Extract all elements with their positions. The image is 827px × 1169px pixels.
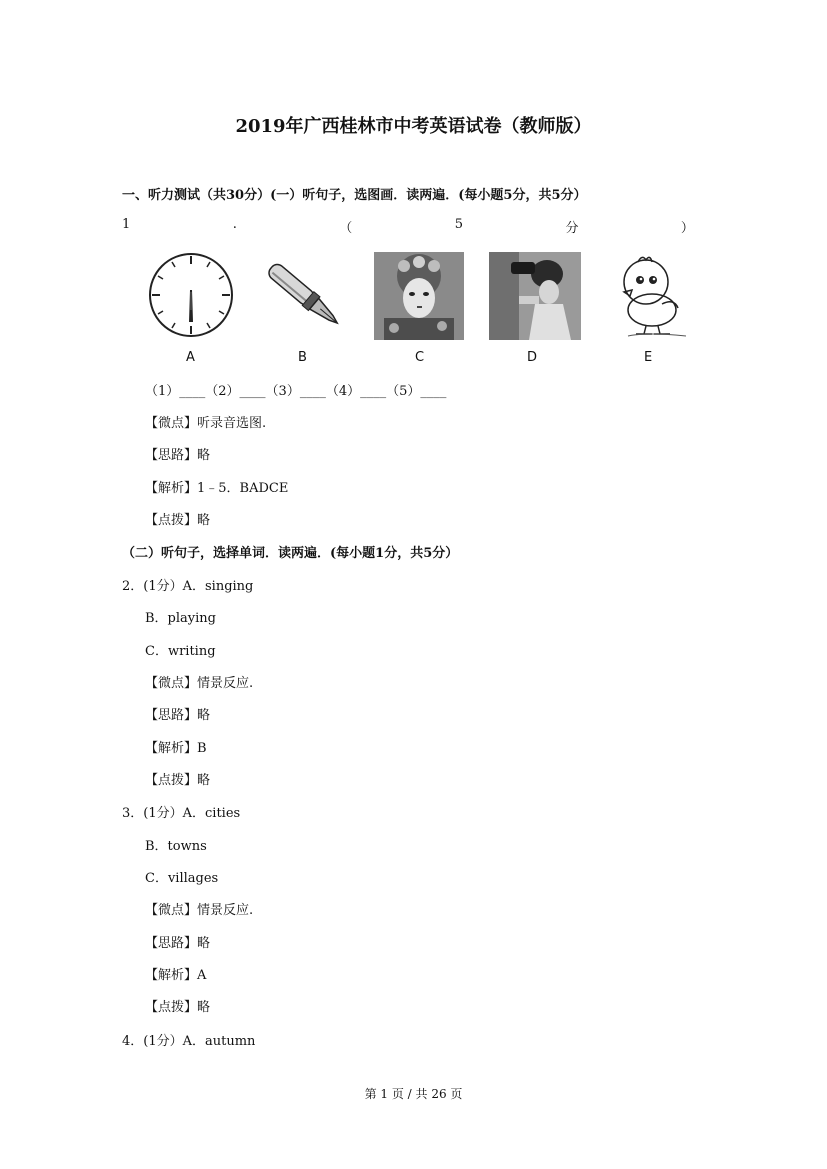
picture-label-c: C xyxy=(415,350,425,365)
question-3-option-b: B．towns xyxy=(145,839,207,854)
question-dot: . xyxy=(232,217,237,232)
score-open: （ xyxy=(339,221,353,236)
page-footer: 第 1 页 / 共 26 页 xyxy=(364,1087,463,1101)
note-point: 【微点】情景反应. xyxy=(145,903,254,918)
pen-icon xyxy=(263,250,347,342)
opera-photo xyxy=(374,252,464,340)
note-idea: 【思路】略 xyxy=(145,708,211,723)
note-idea: 【思路】略 xyxy=(145,448,211,463)
score-value: 5 xyxy=(454,217,464,232)
picture-label-a: A xyxy=(186,350,195,365)
note-tip: 【点拨】略 xyxy=(145,773,211,788)
score-close: ） xyxy=(680,221,694,236)
chick-icon xyxy=(608,252,692,340)
note-analysis: 【解析】B xyxy=(145,741,207,756)
question-number: 1 xyxy=(122,217,131,232)
picture-label-d: D xyxy=(527,350,538,365)
question-2-option-b: B．playing xyxy=(145,611,216,626)
picture-label-e: E xyxy=(644,350,653,365)
question-3-option-c: C．villages xyxy=(145,871,219,886)
question-2-stem: 2．(1分）A．singing xyxy=(122,579,254,594)
picture-label-b: B xyxy=(298,350,307,365)
page-title: 2019年广西桂林市中考英语试卷（教师版） xyxy=(235,116,592,137)
section-heading-words: （二）听句子，选择单词．读两遍．(每小题1分，共5分） xyxy=(122,546,459,561)
note-analysis: 【解析】1﹣5．BADCE xyxy=(145,481,289,496)
answer-blanks: （1）____（2）____（3）____（4）____（5）____ xyxy=(145,384,447,399)
score-unit: 分 xyxy=(565,221,579,236)
note-tip: 【点拨】略 xyxy=(145,513,211,528)
binoculars-photo xyxy=(489,252,581,340)
note-idea: 【思路】略 xyxy=(145,936,211,951)
question-2-option-c: C．writing xyxy=(145,644,216,659)
question-4-stem: 4．(1分）A．autumn xyxy=(122,1034,256,1049)
note-point: 【微点】情景反应. xyxy=(145,676,254,691)
question-3-stem: 3．(1分）A．cities xyxy=(122,806,241,821)
note-analysis: 【解析】A xyxy=(145,968,207,983)
question-1-line xyxy=(122,217,694,236)
note-point: 【微点】听录音选图. xyxy=(145,416,267,431)
section-heading-listening: 一、听力测试（共30分）(一）听句子，选图画．读两遍．(每小题5分，共5分） xyxy=(122,188,587,203)
clock-icon xyxy=(146,250,236,340)
note-tip: 【点拨】略 xyxy=(145,1000,211,1015)
